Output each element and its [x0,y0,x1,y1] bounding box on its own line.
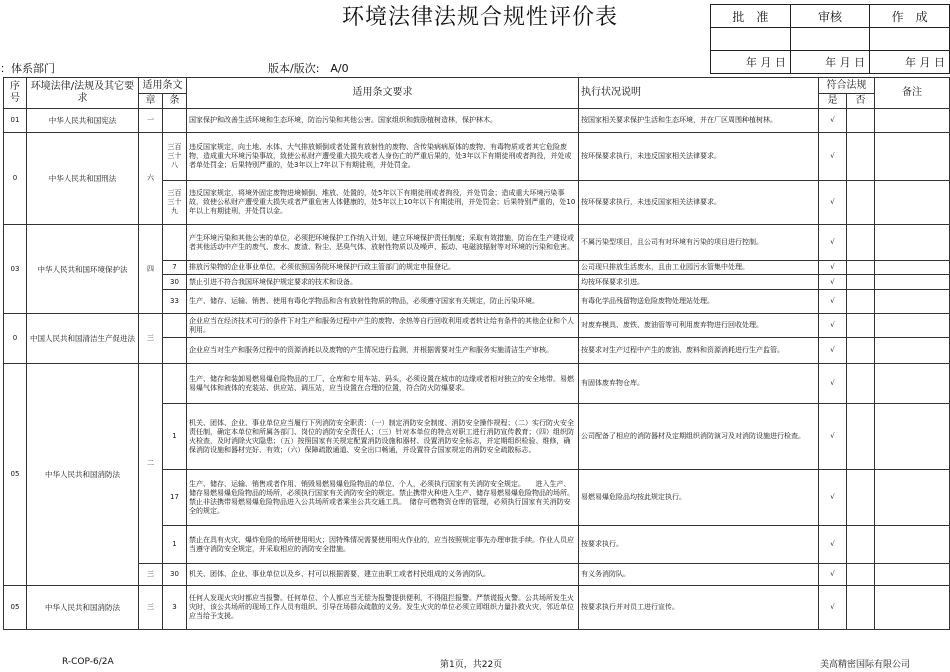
row-exec: 均按环保要求引进。 [579,275,819,290]
col-exec: 执行状况说明 [579,78,819,109]
row-no [847,314,875,338]
row-note [875,314,950,338]
row-chapter: 二 [139,364,163,564]
review-sign [790,28,869,51]
row-yes: √ [819,586,847,630]
row-yes: √ [819,275,847,290]
row-req: 企业应当对生产和服务过程中的资源消耗以及废物的产生情况进行监测，并根据需要对生产和服务实施清洁生产审核。 [187,338,579,364]
row-no [847,275,875,290]
review-label: 审核 [790,5,869,28]
row-article: 3 [163,586,187,630]
row-exec: 不属污染型项目，且公司有对环境有污染的项目进行控制。 [579,225,819,261]
version-label: 版本/版次: A/0 [268,62,349,75]
row-yes: √ [819,225,847,261]
row-exec: 按国家相关要求保护生活和生态环境，并在厂区周围种植树林。 [579,109,819,133]
row-chapter: 三 [139,564,163,586]
approve-label: 批 准 [711,5,791,28]
table-row [4,314,950,338]
row-seq: 01 [4,109,27,133]
row-exec: 按要求对生产过程中产生的废油、废料和资源消耗进行生产监管。 [579,338,819,364]
row-req: 生产、储存、运输、销售、使用有毒化学物品和含有放射性物质的物品，必须遵守国家有关规定，防止污染环境。 [187,290,579,314]
row-note [875,225,950,261]
row-exec: 有义务消防队。 [579,564,819,586]
row-note [875,290,950,314]
row-yes: √ [819,133,847,181]
row-yes: √ [819,470,847,526]
row-req: 生产、储存和装卸易燃易爆危险物品的工厂、仓库和专用车站、码头，必须设置在城市的边缘或者相对独立的安全地带。易燃易爆气体和液体的充装站、供应站、调压站，应当设置在合理的位置，符合防火防爆要求。 [187,364,579,404]
row-exec: 易燃易爆危险品均按此规定执行。 [579,470,819,526]
row-yes: √ [819,261,847,275]
row-article: 三百三十九 [163,181,187,225]
row-no [847,564,875,586]
row-req: 违反国家规定，将境外固定废物进境倾倒、堆放、处置的，处5年以下有期徒刑或者拘役，并处罚金；造成重大环境污染事故，致使公私财产遭受重大损失或者严重危害人体健康的，处5年以上10年以下有期徒刑，并处罚金；后果特别严重的，处10年以上有期徒刑，并处罚以金。 [187,181,579,225]
row-article [163,225,187,261]
row-seq: 05 [4,364,27,586]
row-exec: 公司现只排放生活废水，且由工业园污水管集中处理。 [579,261,819,275]
row-note [875,275,950,290]
row-note [875,564,950,586]
row-exec: 对废弃模具、废铁、废油管等可利用废弃物进行回收处理。 [579,314,819,338]
row-req: 机关、团体、企业、事业单位以及乡、村可以根据需要，建立由职工或者村民组成的义务消防队。 [187,564,579,586]
col-no: 否 [847,94,875,109]
table-row [4,225,950,261]
row-article: 7 [163,261,187,275]
row-note [875,261,950,275]
row-note [875,364,950,404]
row-no [847,338,875,364]
row-no [847,586,875,630]
table-row [4,109,950,133]
review-date: 年 月 日 [790,51,869,74]
row-exec: 按环保要求执行，未违反国家相关法律要求。 [579,133,819,181]
row-law: 中华人民共和国宪法 [27,109,139,133]
table-row [4,564,950,586]
row-article [163,338,187,364]
row-law: 中华人民共和国消防法 [27,364,139,586]
col-yes: 是 [819,94,847,109]
row-law: 中华人民共和国消防法 [27,586,139,630]
row-exec: 有毒化学品残留物送危险废物处理站处理。 [579,290,819,314]
row-exec: 公司配备了相应的消防器材及定期组织消防演习及对消防设施进行检查。 [579,404,819,470]
row-req: 产生环境污染和其他公害的单位，必须把环境保护工作纳入计划，建立环境保护责任制度；采取有效措施，防治在生产建设或者其他活动中产生的废气、废水、废渣、粉尘、恶臭气体、放射性物质以及噪声、振动、电磁波辐射等对环境的污染和危害。 [187,225,579,261]
row-req: 禁止在具有火灾、爆炸危险的场所使用明火；因特殊情况需要使用明火作业的，应当按照规定事先办理审批手续。作业人员应当遵守消防安全规定，并采取相应的消防安全措施。 [187,526,579,564]
row-req: 生产、储存、运输、销售或者作用、销毁易燃易爆危险物品的单位、个人，必须执行国家有关消防安全规定。 进入生产、储存易燃易爆危险物品的场所，必须执行国家有关消防安全的规定。禁止携带火种进入生产、储存易燃易爆危险物品的场所。禁止非法携带易燃易爆危险物品进入公共场所或者乘坐公共交通工具。 储存可燃物资仓库的管理，必须执行国家有关消防安全的规定。 [187,470,579,526]
row-chapter: 三 [139,314,163,364]
row-req: 任何人发现火灾时都应当报警。任何单位、个人都应当无偿为报警提供便利，不得阻拦报警。严禁谎报火警。公共场所发生火灾时，该公共场所的现场工作人员有组织、引导在场群众疏散的义务。发生火灾的单位必须立即组织力量扑救火灾，邻近单位应当给予支援。 [187,586,579,630]
row-article [163,314,187,338]
col-req: 适用条文要求 [187,78,579,109]
row-seq: 0 [4,314,27,364]
col-article: 条 [163,94,187,109]
row-yes: √ [819,338,847,364]
row-article: 17 [163,470,187,526]
row-yes: √ [819,181,847,225]
row-yes: √ [819,404,847,470]
row-article [163,364,187,404]
row-no [847,109,875,133]
row-no [847,290,875,314]
approval-box [710,4,950,74]
row-article: 三百三十八 [163,133,187,181]
row-note [875,404,950,470]
row-no [847,133,875,181]
approve-date: 年 月 日 [711,51,791,74]
row-article: 30 [163,564,187,586]
table-row [4,133,950,181]
row-req: 排放污染物的企业事业单位，必须依照国务院环境保护行政主管部门的规定申报登记。 [187,261,579,275]
row-article: 1 [163,404,187,470]
row-exec: 按环保要求执行，未违反国家相关法律要求。 [579,181,819,225]
row-req: 企业应当在经济技术可行的条件下对生产和服务过程中产生的废物、余热等自行回收利用或者转让给有条件的其他企业和个人利用。 [187,314,579,338]
col-comply: 符合法规 [819,78,875,94]
compliance-table [3,77,950,630]
row-exec: 按要求执行并对员工进行宣传。 [579,586,819,630]
company-name: 美高精密国际有限公司 [820,660,911,670]
row-article: 33 [163,290,187,314]
col-note: 备注 [875,78,950,109]
row-no [847,470,875,526]
row-chapter: 一 [139,109,163,133]
row-no [847,181,875,225]
row-yes: √ [819,526,847,564]
row-chapter: 三 [139,586,163,630]
col-clause: 适用条文 [139,78,187,94]
row-note [875,181,950,225]
page-number: 第1页，共22页 [440,660,503,670]
row-no [847,526,875,564]
row-req: 违反国家规定，向土地、水体、大气排放倾倒或者处置有放射性的废物、含传染病病原体的废物、有毒物质或者其它危险废物，造成重大环境污染事故，致使公私财产遭受重大损失或者人身伤亡的严重后果的，处3年以下有期徒刑或者拘役，并处或者单处罚金；后果特别严重的，处3年以上7年以下有期徒刑，并处罚金。 [187,133,579,181]
row-chapter: 六 [139,133,163,225]
row-yes: √ [819,314,847,338]
row-article: 1 [163,526,187,564]
author-date: 年 月 日 [870,51,950,74]
col-seq: 序号 [4,78,27,109]
row-law: 中华人民共和国刑法 [27,133,139,225]
col-law: 环境法律/法规及其它要求 [27,78,139,109]
row-no [847,364,875,404]
row-req: 国家保护和改善生活环境和生态环境，防治污染和其他公害。国家组织和鼓励植树造林，保护林木。 [187,109,579,133]
row-yes: √ [819,290,847,314]
row-note [875,338,950,364]
row-req: 禁止引进不符合我国环境保护规定要求的技术和设备。 [187,275,579,290]
row-no [847,225,875,261]
form-code: R-COP-6/2A [62,657,114,667]
row-article [163,109,187,133]
row-seq: 05 [4,586,27,630]
approve-sign [711,28,791,51]
row-law: 中华人民共和国环境保护法 [27,225,139,314]
row-yes: √ [819,564,847,586]
row-exec: 有固体废弃物仓库。 [579,364,819,404]
author-sign [870,28,950,51]
row-no [847,404,875,470]
row-seq: 0 [4,133,27,225]
department-label: ：体系部门 [0,62,55,75]
row-yes: √ [819,364,847,404]
row-article: 30 [163,275,187,290]
table-row [4,586,950,630]
row-seq: 03 [4,225,27,314]
row-note [875,109,950,133]
row-note [875,586,950,630]
table-row [4,364,950,404]
row-no [847,261,875,275]
row-chapter: 四 [139,225,163,314]
row-law: 中国人民共和国清洁生产促进法 [27,314,139,364]
author-label: 作 成 [870,5,950,28]
row-exec: 按要求执行。 [579,526,819,564]
row-req: 机关、团体、企业、事业单位应当履行下列消防安全职责：（一）制定消防安全制度、消防安全操作规程；（二）实行防火安全责任制，确定本单位和所属各部门、岗位的消防安全责任人；（三）针对本单位的特点对职工进行消防宣传教育；（四）组织防火检查，及时消除火灾隐患；（五）按照国家有关规定配置消防设施和器材、设置消防安全标志，并定期组织检验、维修，确保消防设施和器材完好、有效；（六）保障疏散通道、安全出口畅通，并设置符合国家规定的消防安全疏散标志。 [187,404,579,470]
row-yes: √ [819,109,847,133]
row-note [875,470,950,526]
col-chapter: 章 [139,94,163,109]
row-note [875,526,950,564]
page-title: 环境法律法规合规性评价表 [341,5,618,30]
row-note [875,133,950,181]
